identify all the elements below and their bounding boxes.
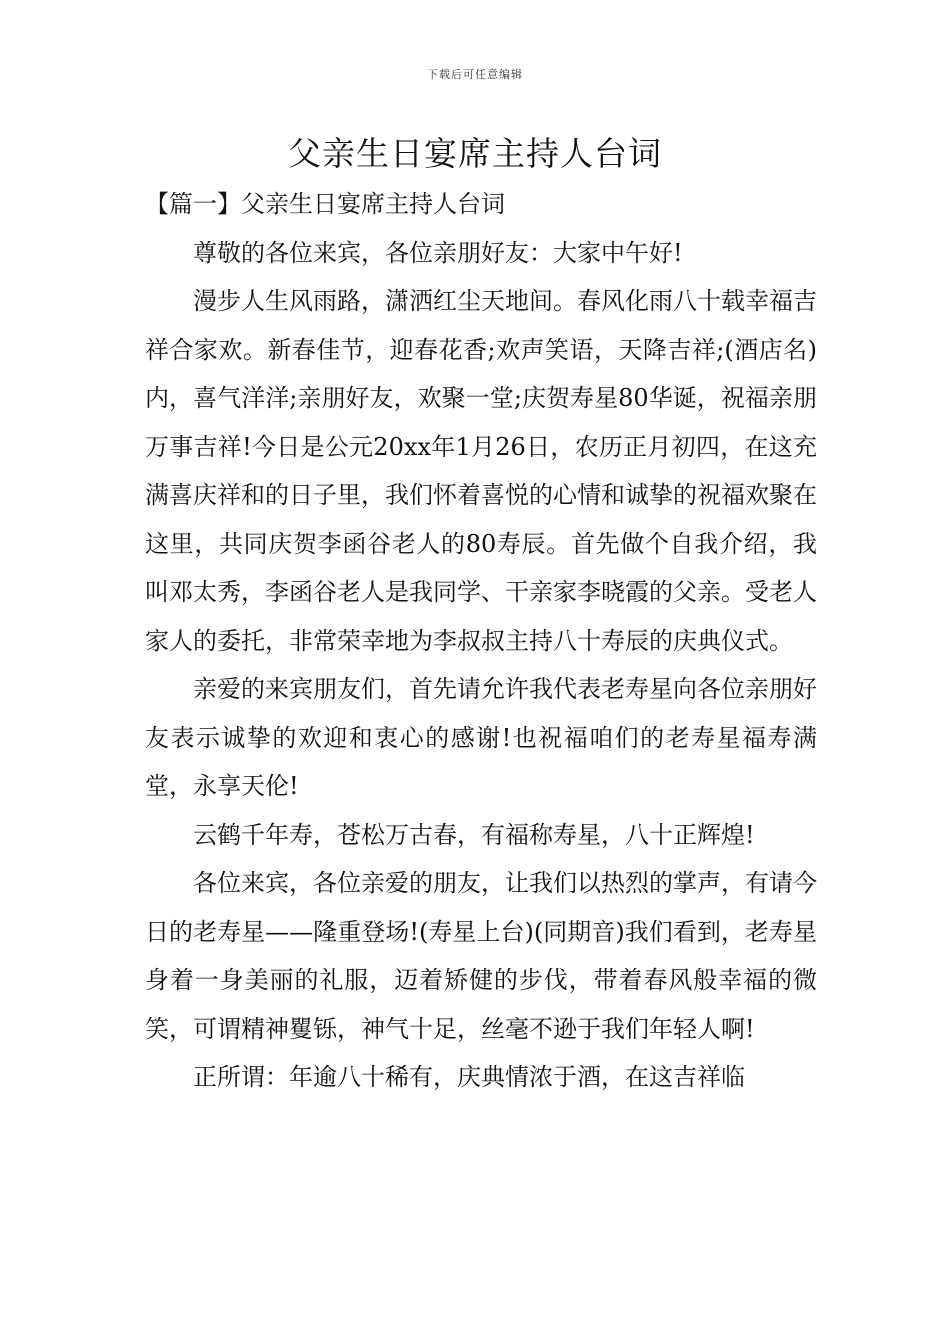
paragraph-welcome: 亲爱的来宾朋友们，首先请允许我代表老寿星向各位亲朋好友表示诚挚的欢迎和衷心的感谢!也祝福咱们的老寿星福寿满堂，永享天伦!	[145, 675, 817, 800]
paragraph-couplet: 云鹤千年寿，苍松万古春，有福称寿星，八十正辉煌!	[193, 820, 755, 849]
paragraph-closing-fragment: 正所谓：年逾八十稀有，庆典情浓于酒，在这吉祥临	[193, 1063, 745, 1091]
header-note: 下载后可任意编辑	[427, 68, 523, 81]
paragraph-introduce-honoree: 各位来宾，各位亲爱的朋友，让我们以热烈的掌声，有请今日的老寿星——隆重登场!(寿星上台)(同期音)我们看到，老寿星身着一身美丽的礼服，迈着矫健的步伐，带着春风般幸福的微笑，可谓精神矍铄，神气十足，丝毫不逊于我们年轻人啊!	[145, 869, 817, 1043]
paragraph-opening: 漫步人生风雨路，潇洒红尘天地间。春风化雨八十载幸福吉祥合家欢。新春佳节，迎春花香;欢声笑语，天降吉祥;(酒店名)内，喜气洋洋;亲朋好友，欢聚一堂;庆贺寿星80华诞，祝福亲朋万事吉祥!今日是公元20xx年1月26日，农历正月初四，在这充满喜庆祥和的日子里，我们怀着喜悦的心情和诚挚的祝福欢聚在这里，共同庆贺李函谷老人的80寿辰。首先做个自我介绍，我叫邓太秀，李函谷老人是我同学、干亲家李晓霞的父亲。受老人家人的委托，非常荣幸地为李叔叔主持八十寿辰的庆典仪式。	[145, 287, 817, 655]
paragraph-greeting: 尊敬的各位来宾，各位亲朋好友：大家中午好!	[193, 238, 683, 267]
document-title: 父亲生日宴席主持人台词	[288, 134, 662, 173]
document-body	[145, 180, 817, 1102]
section-heading: 【篇一】父亲生日宴席主持人台词	[145, 190, 505, 218]
